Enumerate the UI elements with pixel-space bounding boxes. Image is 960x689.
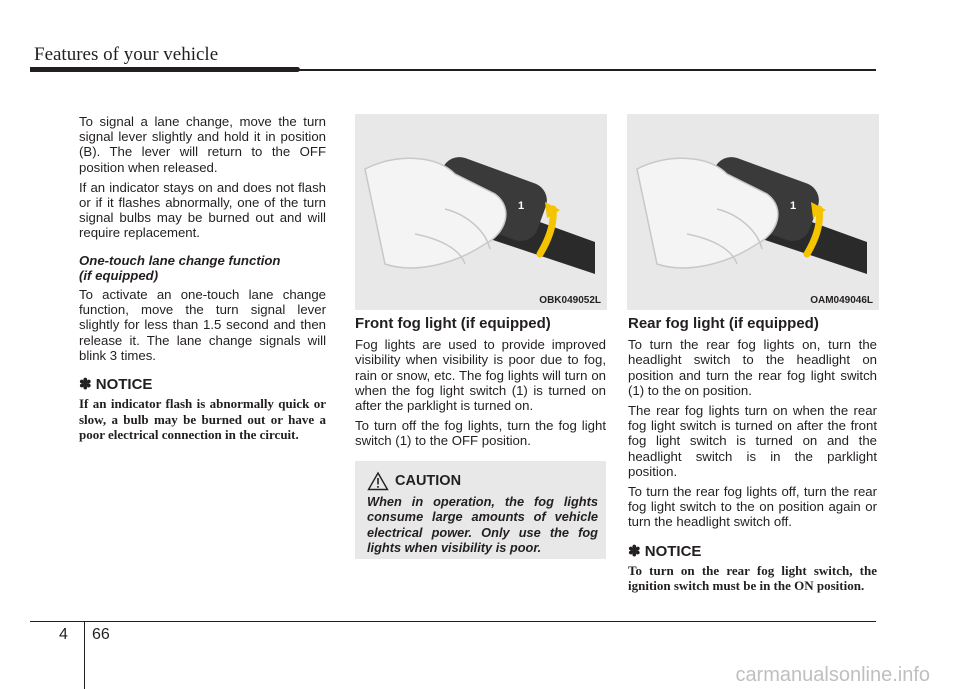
svg-text:1: 1 [790, 200, 797, 212]
one-touch-paragraph: To activate an one-touch lane change function, move the turn signal lever slightly for less than 1.5 second and then release it. The lane change signals will blink 3 times. [79, 287, 326, 363]
figure-code: OAM049046L [810, 295, 873, 306]
subheading-line-2: (if equipped) [79, 267, 159, 283]
page-header-title: Features of your vehicle [34, 44, 219, 65]
figure-code: OBK049052L [539, 295, 601, 306]
front-fog-paragraph-2: To turn off the fog lights, turn the fog light switch (1) to the OFF position. [355, 418, 606, 449]
notice-body: To turn on the rear fog light switch, the ignition switch must be in the ON position. [628, 562, 877, 594]
caution-title: CAUTION [395, 473, 462, 489]
header-rule [30, 67, 876, 72]
front-fog-section [355, 316, 606, 454]
caution-body: When in operation, the fog lights consume large amounts of vehicle electrical power. Only use the fog lights when visibility is poor. [367, 494, 598, 556]
rear-fog-switch-illustration [627, 114, 879, 310]
caution-heading [367, 471, 598, 491]
subheading-line-1: One-touch lane change function [79, 252, 281, 268]
warning-triangle-icon [367, 471, 389, 491]
indicator-paragraph: If an indicator stays on and does not flash or if it flashes abnormally, one of the turn signal bulbs may be burned out and will require replacement. [79, 179, 326, 241]
front-fog-switch-illustration [355, 114, 607, 310]
chapter-number: 4 [59, 626, 68, 643]
svg-text:1: 1 [518, 200, 525, 212]
caution-box [355, 461, 606, 559]
page-number: 66 [92, 626, 110, 643]
notice-heading: ✽ NOTICE [628, 542, 702, 560]
left-column [79, 114, 326, 442]
notice-heading: ✽ NOTICE [79, 376, 153, 394]
lever-hand-drawing [355, 114, 607, 310]
one-touch-subheading [79, 253, 326, 283]
front-fog-title: Front fog light (if equipped) [355, 315, 551, 332]
footer-rule [30, 621, 876, 622]
rear-fog-paragraph-2: The rear fog lights turn on when the rear fog light switch is turned on after the front fog light switch is turned on and the headlight switch is in the parklight position. [628, 403, 877, 479]
rear-fog-title: Rear fog light (if equipped) [628, 315, 819, 332]
watermark: carmanualsonline.info [735, 664, 930, 686]
lever-hand-drawing [627, 114, 879, 310]
rear-fog-paragraph-1: To turn the rear fog lights on, turn the headlight switch to the headlight on position and turn the rear fog light switch (1) to the on position. [628, 337, 877, 398]
notice-body: If an indicator flash is abnormally quick or slow, a bulb may be burned out or have a poor electrical connection in the circuit. [79, 396, 326, 443]
turn-signal-paragraph: To signal a lane change, move the turn signal lever slightly and hold it in position (B). The lever will return to the OFF position when released. [79, 114, 326, 175]
front-fog-paragraph-1: Fog lights are used to provide improved visibility when visibility is poor due to fog, rain or snow, etc. The fog lights will turn on when the fog light switch (1) is turned on after the parklight is turned on. [355, 337, 606, 414]
rear-fog-paragraph-3: To turn the rear fog lights off, turn the rear fog light switch to the on position again or turn the headlight switch off. [628, 484, 877, 530]
footer-divider [84, 621, 85, 689]
rear-fog-section [628, 316, 877, 594]
